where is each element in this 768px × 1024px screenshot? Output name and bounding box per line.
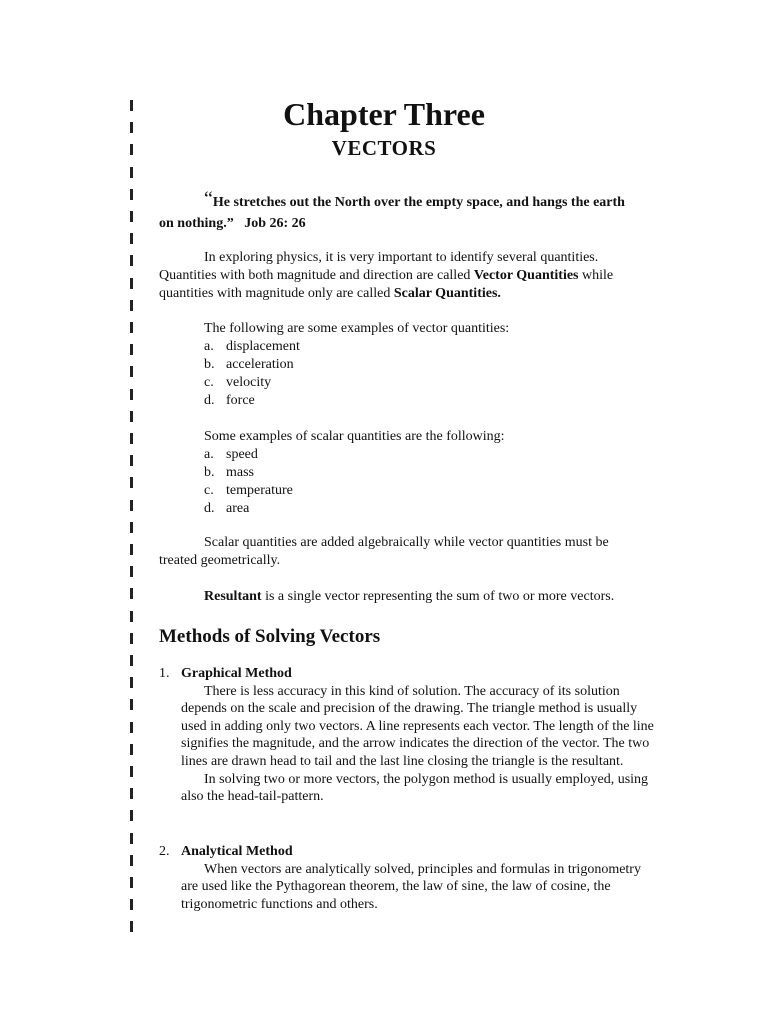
term-resultant: Resultant xyxy=(204,589,262,604)
resultant-definition xyxy=(159,588,631,606)
list-item xyxy=(204,482,505,500)
margin-tick xyxy=(130,899,133,910)
chapter-title: Chapter Three xyxy=(283,96,485,132)
list-marker: d. xyxy=(204,393,215,408)
scalar-examples xyxy=(204,428,505,518)
list-marker: b. xyxy=(204,357,215,372)
margin-tick xyxy=(130,766,133,777)
list-item xyxy=(204,374,509,392)
list-item-label: area xyxy=(226,501,250,516)
method-analytical xyxy=(159,843,659,913)
list-item-label: mass xyxy=(226,465,254,480)
margin-tick xyxy=(130,611,133,622)
margin-tick xyxy=(130,633,133,644)
method-paragraph-text: When vectors are analytically solved, principles and formulas in trigonometry are used like the Pythagorean theorem, the law of sine, the law of cosine, the trigonometric functions and others. xyxy=(181,861,641,912)
list-marker: a. xyxy=(204,447,214,462)
margin-tick xyxy=(130,810,133,821)
margin-tick xyxy=(130,278,133,289)
list-item xyxy=(204,392,509,410)
margin-tick xyxy=(130,433,133,444)
intro-paragraph xyxy=(159,249,631,303)
list-item-label: velocity xyxy=(226,375,272,390)
scalar-addition-paragraph xyxy=(159,534,631,570)
margin-tick xyxy=(130,411,133,422)
list-item-label: speed xyxy=(226,447,258,462)
method-graphical xyxy=(159,665,659,806)
list-item-label: acceleration xyxy=(226,357,294,372)
list-item xyxy=(204,338,509,356)
margin-tick xyxy=(130,233,133,244)
list-marker: c. xyxy=(204,375,214,390)
term-scalar-quantities: Scalar Quantities. xyxy=(393,286,501,301)
margin-tick xyxy=(130,455,133,466)
scalar-examples-lead: Some examples of scalar quantities are the following: xyxy=(204,429,505,444)
bible-quote xyxy=(159,190,631,234)
margin-tick xyxy=(130,788,133,799)
list-item-label: displacement xyxy=(226,339,300,354)
list-item xyxy=(204,446,505,464)
margin-tick xyxy=(130,189,133,200)
method-number: 1. xyxy=(159,666,170,681)
margin-tick xyxy=(130,389,133,400)
list-item xyxy=(204,464,505,482)
list-item xyxy=(204,356,509,374)
term-vector-quantities: Vector Quantities xyxy=(473,268,579,283)
margin-tick xyxy=(130,366,133,377)
method-number: 2. xyxy=(159,844,170,859)
margin-tick xyxy=(130,522,133,533)
margin-tick xyxy=(130,167,133,178)
list-marker: b. xyxy=(204,465,215,480)
margin-tick xyxy=(130,722,133,733)
margin-tick xyxy=(130,344,133,355)
margin-tick xyxy=(130,255,133,266)
margin-tick xyxy=(130,211,133,222)
margin-tick xyxy=(130,588,133,599)
margin-tick xyxy=(130,566,133,577)
margin-tick xyxy=(130,500,133,511)
vector-examples xyxy=(204,320,509,410)
margin-tick xyxy=(130,544,133,555)
list-item xyxy=(204,500,505,518)
list-marker: a. xyxy=(204,339,214,354)
method-heading xyxy=(159,665,659,683)
method-heading xyxy=(159,843,659,861)
margin-tick xyxy=(130,877,133,888)
list-item-label: force xyxy=(226,393,255,408)
margin-tick xyxy=(130,855,133,866)
margin-tick xyxy=(130,677,133,688)
chapter-subtitle: VECTORS xyxy=(331,136,437,160)
method-paragraph-text: There is less accuracy in this kind of solution. The accuracy of its solution depends on the scale and precision of the drawing. The triangle method is usually used in adding only two vectors. A line represents each vector. The length of the line signifies the magnitude, and the arrow indicates the direction of the vector. The two lines are drawn head to tail and the last line closing the triangle is the resultant. xyxy=(181,683,654,769)
scalar-addition-text: Scalar quantities are added algebraically while vector quantities must be treated geometrically. xyxy=(159,535,609,568)
intro-text-2: while quantities with magnitude only are called xyxy=(159,268,614,301)
method-paragraph xyxy=(181,771,659,806)
margin-tick xyxy=(130,699,133,710)
quote-text: He stretches out the North over the empty space, and hangs the earth on nothing.” xyxy=(159,195,625,231)
quote-open-mark: “ xyxy=(204,188,213,210)
margin-perforation-rule xyxy=(130,100,133,940)
vector-examples-lead: The following are some examples of vector quantities: xyxy=(204,321,510,336)
list-marker: c. xyxy=(204,483,214,498)
margin-tick xyxy=(130,322,133,333)
method-paragraph xyxy=(181,861,659,914)
list-item-label: temperature xyxy=(226,483,293,498)
margin-tick xyxy=(130,300,133,311)
list-marker: d. xyxy=(204,501,215,516)
margin-tick xyxy=(130,833,133,844)
method-title: Graphical Method xyxy=(181,666,292,681)
section-heading: Methods of Solving Vectors xyxy=(159,626,381,647)
method-paragraph xyxy=(181,683,659,771)
margin-tick xyxy=(130,921,133,932)
resultant-definition-text: is a single vector representing the sum of two or more vectors. xyxy=(261,589,615,604)
margin-tick xyxy=(130,477,133,488)
method-paragraph-text: In solving two or more vectors, the polygon method is usually employed, using also the head-tail-pattern. xyxy=(181,771,649,805)
margin-tick xyxy=(130,744,133,755)
vector-examples-list xyxy=(204,338,509,410)
intro-text-1: In exploring physics, it is very important to identify several quantities. Quantities with both magnitude and direction are called xyxy=(159,250,599,283)
scalar-examples-list xyxy=(204,446,505,518)
margin-tick xyxy=(130,655,133,666)
method-title: Analytical Method xyxy=(181,844,293,859)
quote-reference: Job 26: 26 xyxy=(244,216,306,231)
